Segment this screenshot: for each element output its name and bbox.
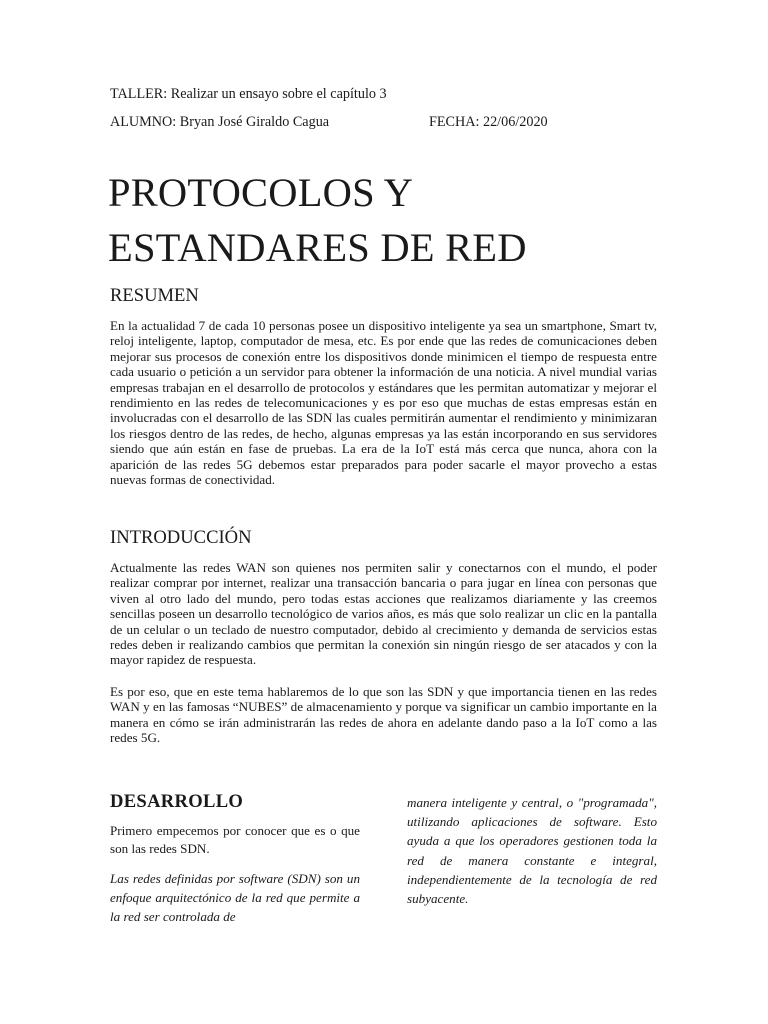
date-line: FECHA: 22/06/2020 [429,114,548,130]
student-line: ALUMNO: Bryan José Giraldo Cagua [110,114,330,130]
resumen-paragraph: En la actualidad 7 de cada 10 personas posee un dispositivo inteligente ya sea un smartphone, Smart tv, reloj inteligente, laptop, computador de mesa, etc. Es por ende que las redes de comunicaciones deben mejorar sus procesos de conexión entre los dispositivos donde minimicen el tiempo de respuesta entre cada usuario o petición a un servidor para obtener la información de una noticia. A nivel mundial varias empresas trabajan en el desarrollo de protocolos y estándares que les permitan automatizar y mejorar el rendimiento en las redes de telecomunicaciones y es por eso que muchas de estas empresas están en involucradas con el desarrollo de las SDN las cuales permitirán aumentar el rendimiento y minimizaran los riesgos dentro de las redes, de hecho, algunas empresas ya las están incorporando en sus servidores siendo que aún están en fase de pruebas. La era de la IoT está más cerca que nunca, ahora con la aparición de las redes 5G debemos estar preparados para poder sacarle el mayor provecho a estas nuevas formas de conectividad. [110,318,657,488]
sdn-definition-left-column: Las redes definidas por software (SDN) son un enfoque arquitectónico de la red que permite a la red ser controlada de [110,871,360,925]
title-line-2: ESTANDARES DE RED [108,225,527,270]
title-line-1: PROTOCOLOS Y [108,170,414,215]
introduccion-heading: INTRODUCCIÓN [110,527,252,548]
sdn-definition-right-column: manera inteligente y central, o "programada", utilizando aplicaciones de software. Esto ayuda a que los operadores gestionen toda la red de manera constante e integral, independientemente de la tecnología de red subyacente. [407,795,657,907]
resumen-heading: RESUMEN [110,285,199,306]
desarrollo-intro-paragraph: Primero empecemos por conocer que es o que son las redes SDN. [110,823,360,856]
introduccion-paragraph-2: Es por eso, que en este tema hablaremos de lo que son las SDN y que importancia tienen en las redes WAN y en las famosas “NUBES” de almacenamiento y porque va significar un cambio importante en la manera en cómo se irán administrarán las redes de ahora en adelante dando paso a la IoT como a las redes 5G. [110,684,657,746]
document-title [108,165,668,275]
introduccion-paragraph-1: Actualmente las redes WAN son quienes nos permiten salir y conectarnos con el mundo, el poder realizar comprar por internet, realizar una transacción bancaria o para jugar en línea con personas que viven al otro lado del mundo, pero todas estas acciones que realizamos diariamente y las creemos sencillas poseen un desarrollo tecnológico de varios años, es más que solo realizar un clic en la pantalla de un celular o un teclado de nuestro computador, debido al crecimiento y demanda de servicios estas redes deben ir realizando cambios que permitan la conexión sin ningún riesgo de ser atacados y con la mayor rapidez de respuesta. [110,560,657,668]
assignment-line: TALLER: Realizar un ensayo sobre el capítulo 3 [110,86,387,102]
desarrollo-heading: DESARROLLO [110,791,244,812]
